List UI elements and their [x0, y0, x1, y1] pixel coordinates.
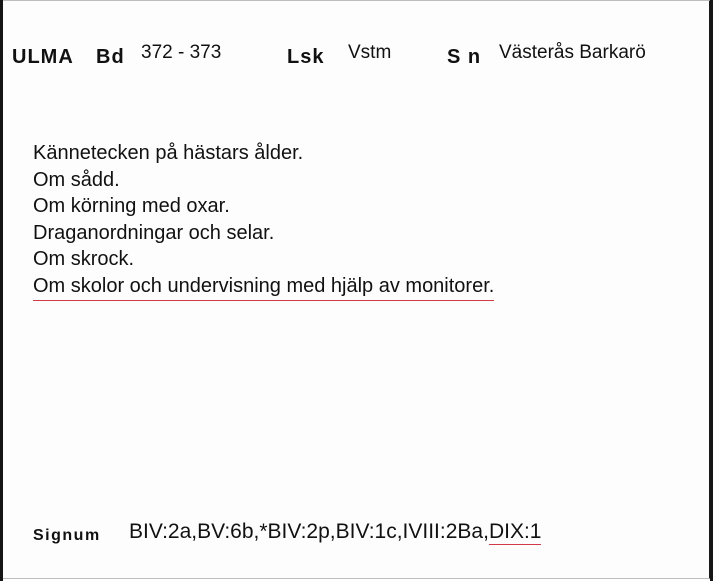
signum-value — [129, 520, 541, 544]
topic-list — [33, 140, 494, 301]
signum-row — [0, 517, 713, 547]
signum-label: Signum — [33, 527, 101, 544]
topic-line-underlined — [33, 273, 494, 302]
topic-line: Om sådd. — [33, 168, 120, 191]
signum-codes: BIV:2a,BV:6b,*BIV:2p,BIV:1c,IVIII:2Ba, — [129, 520, 489, 543]
signum-last-code: DIX:1 — [488, 520, 542, 543]
topic-underlined-text: Om skolor och undervisning med hjälp av monitorer. — [33, 273, 494, 302]
volume-value: 372 - 373 — [141, 42, 222, 63]
parish-label: S n — [447, 46, 482, 68]
card-header — [0, 40, 713, 70]
province-label: Lsk — [287, 46, 325, 68]
volume-label: Bd — [96, 46, 125, 68]
archive-label: ULMA — [12, 46, 74, 68]
card-left-edge — [0, 0, 3, 581]
province-value: Vstm — [348, 42, 392, 63]
topic-line: Om körning med oxar. — [33, 195, 230, 217]
parish-value: Västerås Barkarö — [499, 42, 646, 63]
topic-line: Draganordningar och selar. — [33, 221, 275, 244]
topic-line: Om skrock. — [33, 248, 135, 270]
topic-line: Kännetecken på hästars ålder. — [33, 142, 304, 164]
